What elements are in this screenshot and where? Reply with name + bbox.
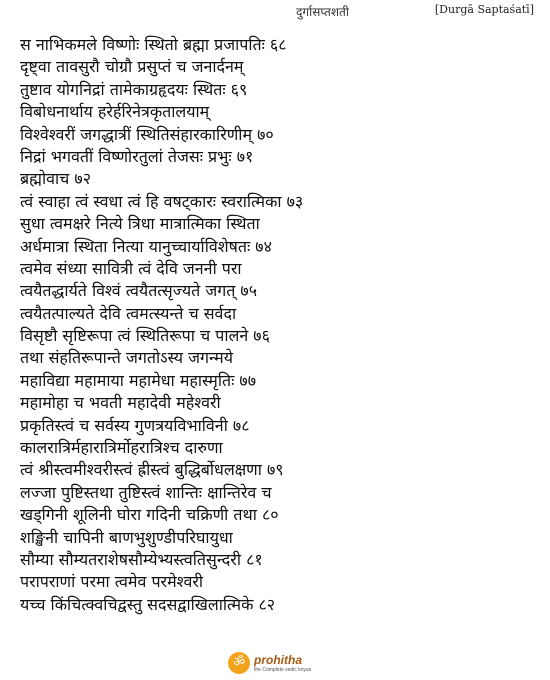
verse-line: लज्जा पुष्टिस्तथा तुष्टिस्त्वं शान्तिः क्षान्तिरेव च (20, 482, 272, 502)
verse-line: यच्च किंचित्क्वचिद्वस्तु सदसद्वाखिलात्मिके ८२ (20, 594, 276, 614)
verse-line: खड्गिनी शूलिनी घोरा गदिनी चक्रिणी तथा ८० (20, 505, 279, 525)
verse-line: विश्वेश्वरीं जगद्धात्रीं स्थितिसंहारकारिणीम् ७० (20, 124, 274, 144)
verse-line: त्वयैतत्पाल्यते देवि त्वमत्स्यन्ते च सर्वदा (20, 303, 237, 323)
verse-line: सुधा त्वमक्षरे नित्ये त्रिधा मात्रात्मिका स्थिता (20, 214, 260, 234)
verse-list (20, 34, 540, 616)
brand-tagline: the Complete vedic kriyas (254, 666, 312, 673)
header-book-label: [Durgā Saptaśatī] (434, 3, 534, 16)
footer-logo (228, 652, 311, 674)
header-title: दुर्गासप्तशती (296, 5, 349, 19)
brand-name: prohitha (254, 652, 302, 667)
verse-line: कालरात्रिर्महारात्रिर्मोहरात्रिश्च दारुणा (20, 438, 223, 458)
verse-line: विसृष्टौ सृष्टिरूपा त्वं स्थितिरूपा च पालने ७६ (20, 326, 270, 346)
verse-line: महामोहा च भवती महादेवी महेश्वरी (20, 393, 221, 413)
verse-line: त्वयैतद्धार्यते विश्वं त्वयैतत्सृज्यते जगत् ७५ (20, 281, 258, 301)
verse-line: शङ्खिनी चापिनी बाणभुशुण्डीपरिघायुधा (20, 527, 233, 547)
verse-line: स नाभिकमले विष्णोः स्थितो ब्रह्मा प्रजापतिः ६८ (20, 35, 287, 54)
verse-line: त्वं श्रीस्त्वमीश्वरीस्त्वं ह्रीस्त्वं बुद्धिर्बोधलक्षणा ७९ (20, 460, 284, 480)
verse-line: प्रकृतिस्त्वं च सर्वस्य गुणत्रयविभाविनी ७८ (20, 415, 250, 435)
verse-line: तथा संहतिरूपान्ते जगतोऽस्य जगन्मये (20, 348, 233, 368)
verse-line: तुष्टाव योगनिद्रां तामेकाग्रहृदयः स्थितः ६९ (20, 79, 248, 99)
verse-line: सौम्या सौम्यतराशेषसौम्येभ्यस्त्वतिसुन्दरी ८१ (20, 549, 263, 569)
verse-line: परापराणां परमा त्वमेव परमेश्वरी (20, 572, 204, 592)
verse-line: त्वं स्वाहा त्वं स्वधा त्वं हि वषट्कारः स्वरात्मिका ७३ (20, 191, 304, 211)
logo-texts (254, 654, 311, 673)
om-icon: ॐ (228, 652, 250, 674)
verse-line: त्वमेव संध्या सावित्री त्वं देवि जननी परा (20, 258, 242, 278)
verse-line: दृष्ट्वा तावसुरौ चोग्रौ प्रसुप्तं च जनार्दनम् (20, 57, 244, 77)
page-header (0, 0, 550, 18)
verse-line: अर्धमात्रा स्थिता नित्या यानुच्चार्याविशेषतः ७४ (20, 236, 272, 256)
verse-line: ब्रह्मोवाच ७२ (20, 169, 92, 189)
verse-line: विबोधनार्थाय हरेर्हरिनेत्रकृतालयाम् (20, 102, 210, 122)
verse-line: निद्रां भगवतीं विष्णोरतुलां तेजसः प्रभुः ७१ (20, 146, 254, 166)
verse-line: महाविद्या महामाया महामेधा महास्मृतिः ७७ (20, 370, 257, 390)
